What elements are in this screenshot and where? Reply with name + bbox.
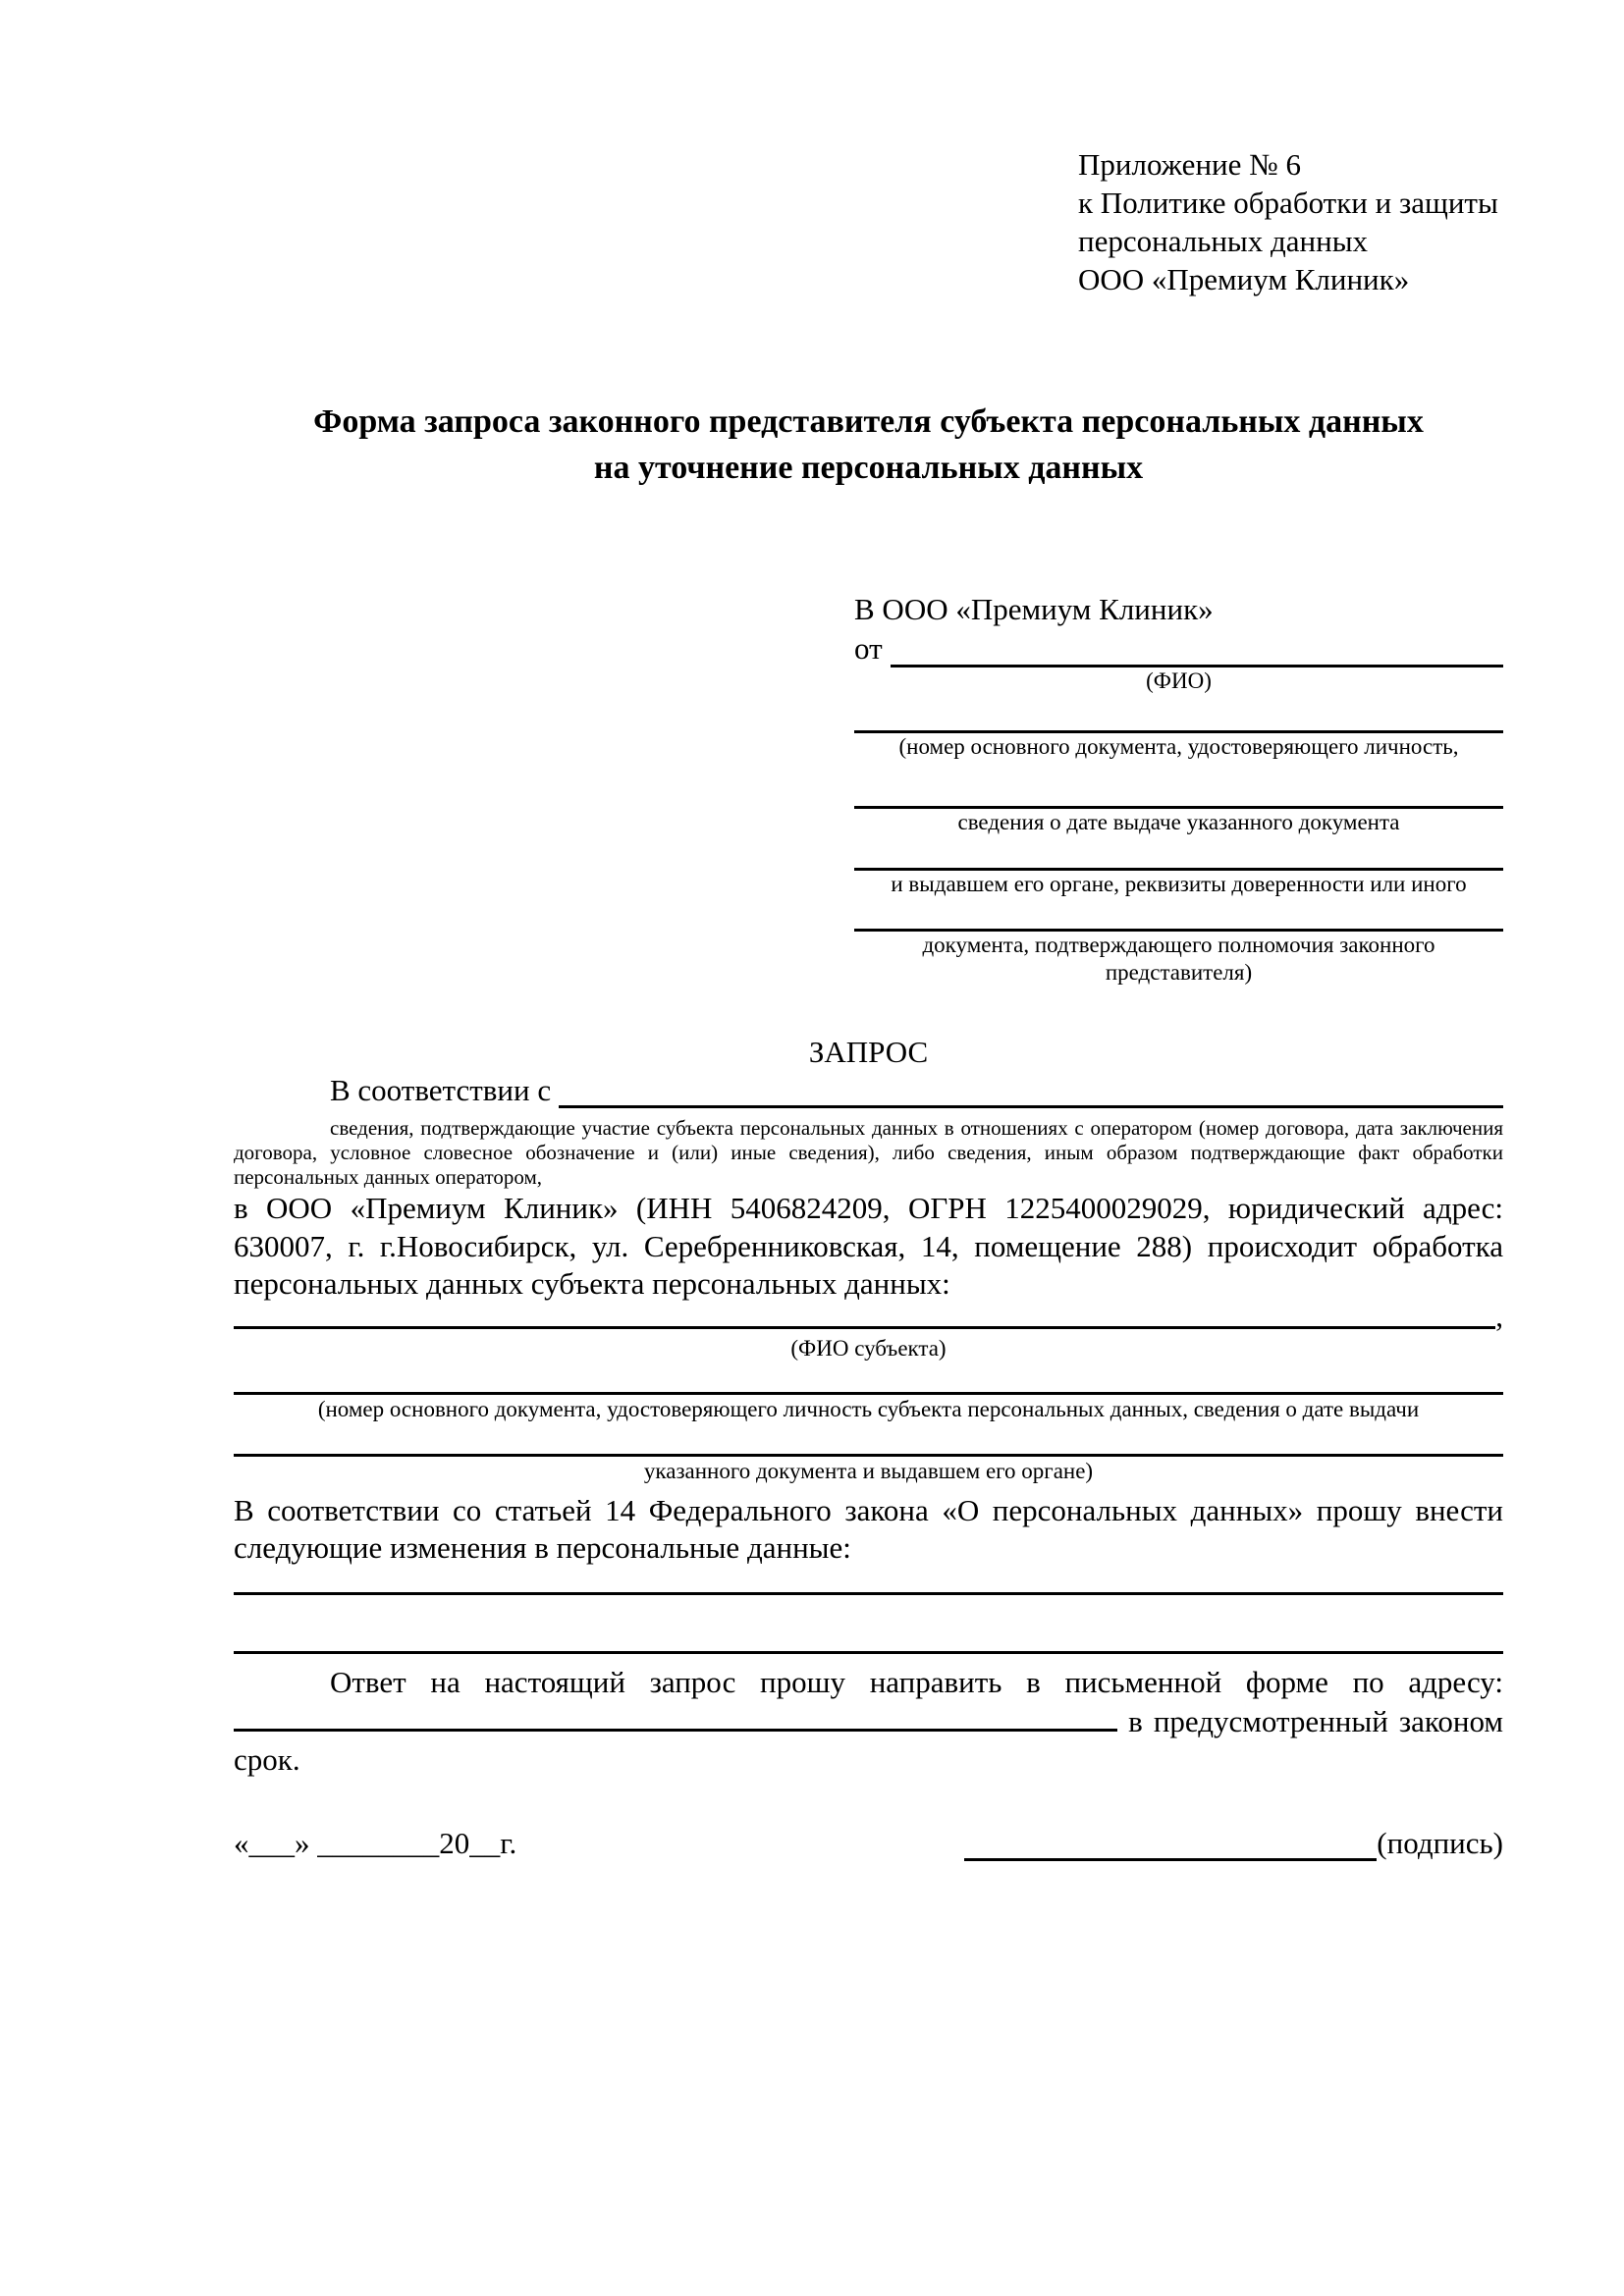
from-blank-line [891,630,1503,667]
blank-line-issue-date [854,761,1503,809]
attachment-note-line: персональных данных [1078,224,1369,258]
reply-prefix: Ответ на настоящий запрос прошу направить в письменной форме по адресу: [330,1664,1503,1699]
reply-address-blank-line [234,1701,1117,1732]
addressee-to: В ООО «Премиум Клиник» [854,592,1214,626]
intro-prefix: В соответствии с [330,1073,552,1107]
law-paragraph: В соответствии со статьей 14 Федерального закона «О персональных данных» прошу внести следующие изменения в персональные данные: [234,1492,1503,1565]
blank-line-subject-document [234,1362,1503,1395]
reply-suffix: в предусмотренный законом срок. [234,1704,1503,1777]
blank-line-issuer [854,836,1503,871]
document-title-line1: Форма запроса законного представителя субъекта персональных данных [313,403,1424,440]
caption-fio: (ФИО) [1146,668,1212,693]
intro-field [234,1073,1503,1108]
document-title [234,399,1503,491]
subject-fio-blank-line [234,1326,1495,1329]
caption-subject-issuer: указанного документа и выдавшем его органе) [643,1458,1094,1483]
addressee-block [854,589,1503,987]
signature-blank-line [964,1829,1377,1861]
caption-authority-document: документа, подтверждающего полномочия законного представителя) [922,933,1435,985]
caption-subject-fio: (ФИО субъекта) [790,1335,947,1361]
subject-fio-comma: , [1495,1298,1503,1333]
blank-line-authority-document [854,898,1503,932]
subject-fio-field [234,1298,1503,1333]
request-heading: ЗАПРОС [808,1035,929,1069]
attachment-note-line: ООО «Премиум Клиник» [1078,262,1410,296]
blank-line-subject-issuer [234,1424,1503,1457]
attachment-note [1078,145,1503,298]
document-title-line2: на уточнение персональных данных [593,450,1144,486]
intro-footnote: сведения, подтверждающие участие субъекта персональных данных в отношениях с оператором (номер договора, дата заключения договора, условное словесное обозначение и (или) иные сведения), либо сведения, иным образом подтверждающие факт обработки персональных данных оператором, [234,1116,1503,1189]
caption-issue-date: сведения о дате выдаче указанного документа [957,810,1400,834]
blank-line-changes-1 [234,1568,1503,1595]
blank-line-document-number [854,695,1503,733]
signature-group [964,1826,1503,1861]
from-label: от [854,631,883,666]
caption-subject-document: (номер основного документа, удостоверяющего личность субъекта персональных данных, сведения о дате выдачи [317,1396,1420,1421]
intro-blank-line [559,1073,1503,1108]
caption-issuer: и выдавшем его органе, реквизиты доверенности или иного [891,872,1467,896]
signature-caption: (подпись) [1377,1826,1503,1860]
reply-paragraph [234,1664,1503,1780]
footer-row [234,1826,1503,1861]
caption-document-number: (номер основного документа, удостоверяющего личность, [898,734,1459,759]
blank-line-changes-2 [234,1595,1503,1654]
operator-paragraph: в ООО «Премиум Клиник» (ИНН 5406824209, ОГРН 1225400029029, юридический адрес: 630007, г. г.Новосибирск, ул. Серебренниковская, 14, помещение 288) происходит обработка персональных данных субъекта персональных данных: [234,1191,1503,1301]
attachment-note-line: к Политике обработки и защиты [1078,186,1498,220]
from-field [854,630,1503,667]
date-template: «___» ________20__г. [234,1826,517,1860]
attachment-note-line: Приложение № 6 [1078,147,1301,182]
